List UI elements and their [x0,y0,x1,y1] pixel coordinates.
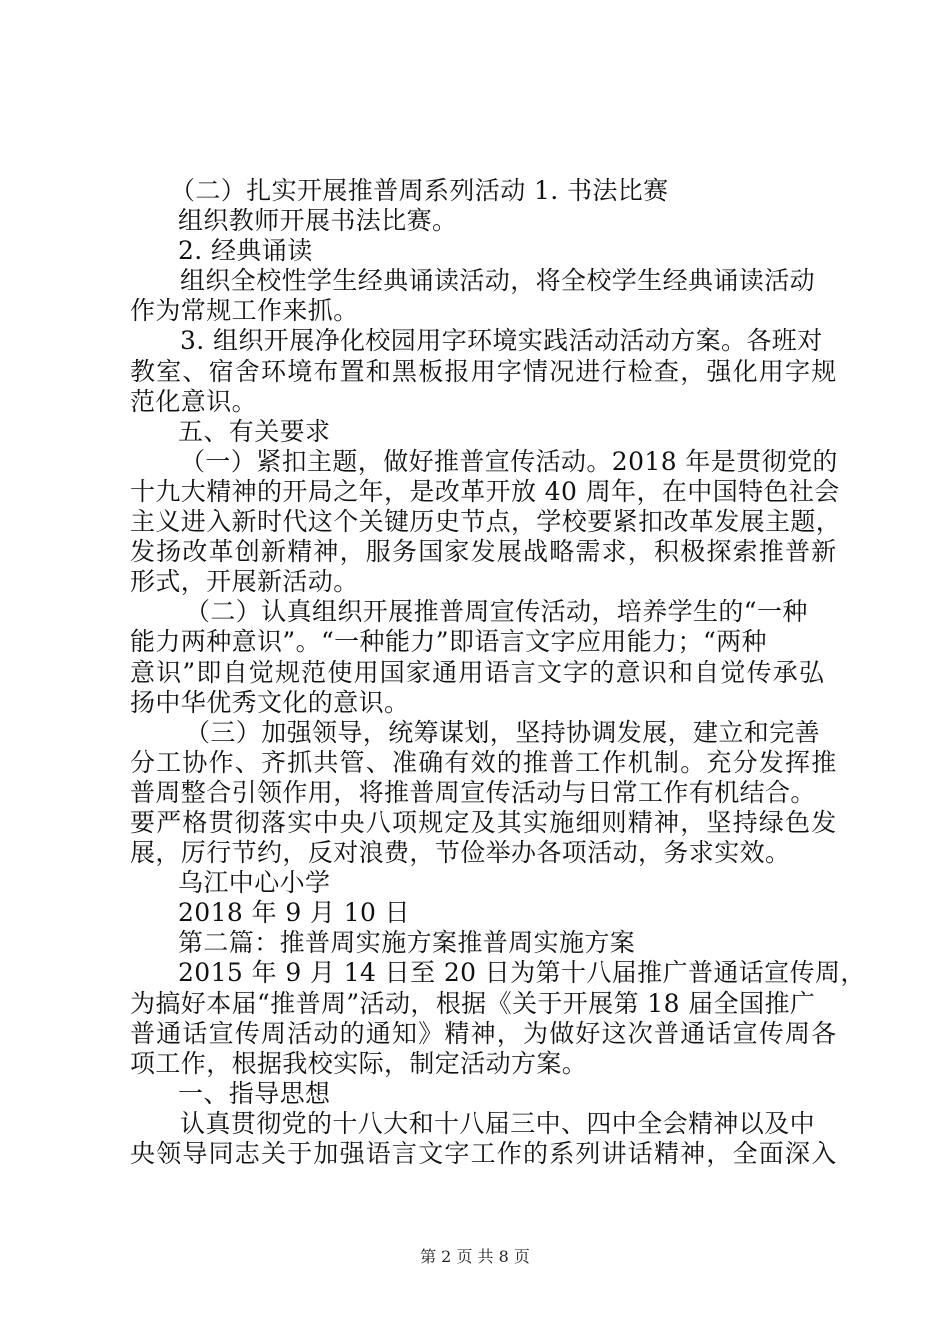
text-line: 范化意识。 [130,386,258,416]
text-line: 一、指导思想 [178,1078,331,1108]
page-number-footer: 第 2 页 共 8 页 [420,1247,530,1266]
text-line: 分工协作、齐抓共管、准确有效的推普工作机制。充分发挥推 [130,747,838,777]
text-line: 要严格贯彻落实中央八项规定及其实施细则精神，坚持绿色发 [130,807,838,837]
text-line: 扬中华优秀文化的意识。 [130,687,410,717]
text-line: 普周整合引领作用，将推普周宣传活动与日常工作有机结合。 [130,777,816,807]
text-line: 作为常规工作来抓。 [130,296,359,326]
text-line: 主义进入新时代这个关键历史节点，学校要紧扣改革发展主题， [130,507,842,537]
document-body [130,176,866,1169]
text-line: 普通话宣传周活动的通知》精神，为做好这次普通话宣传周各 [130,1018,838,1048]
text-line: 教室、宿舍环境布置和黑板报用字情况进行检查，强化用字规 [130,356,838,386]
text-line: 认真贯彻党的十八大和十八届三中、四中全会精神以及中 [180,1108,816,1138]
text-line: 十九大精神的开局之年，是改革开放 40 周年，在中国特色社会 [130,476,840,506]
text-line: 展，厉行节约，反对浪费，节俭举办各项活动，务求实效。 [130,838,791,868]
text-line: 央领导同志关于加强语言文字工作的系列讲话精神，全面深入 [130,1139,838,1168]
text-line: 2. 经典诵读 [178,236,313,266]
text-line: 为搞好本届“推普周”活动，根据《关于开展第 18 届全国推广 [130,988,816,1018]
text-line: 形式，开展新活动。 [130,567,359,597]
text-line: （一）紧扣主题，做好推普宣传活动。2018 年是贯彻党的 [180,446,838,476]
text-line: 组织教师开展书法比赛。 [178,206,458,236]
text-line: 能力两种意识”。“一种能力”即语言文字应用能力；“两种 [130,627,767,657]
text-line: 意识”即自觉规范使用国家通用语言文字的意识和自觉传承弘 [130,657,826,687]
text-line: 3. 组织开展净化校园用字环境实践活动活动方案。各班对 [180,326,823,356]
text-line: （三）加强领导，统筹谋划，坚持协调发展，建立和完善 [185,717,821,747]
text-line: 组织全校性学生经典诵读活动，将全校学生经典诵读活动 [180,266,816,296]
text-line: 乌江中心小学 [178,868,331,898]
text-line: 2015 年 9 月 14 日至 20 日为第十八届推广普通话宣传周， [178,958,866,988]
text-line: （二）认真组织开展推普周宣传活动，培养学生的“一种 [185,597,808,627]
text-line: 项工作，根据我校实际，制定活动方案。 [130,1048,588,1078]
text-line: 五、有关要求 [178,416,331,446]
text-line: 2018 年 9 月 10 日 [178,898,411,928]
text-line: 发扬改革创新精神，服务国家发展战略需求，积极探索推普新 [130,537,838,567]
text-line: 第二篇：推普周实施方案推普周实施方案 [178,928,636,958]
text-line: （二）扎实开展推普周系列活动 1. 书法比赛 [170,176,669,205]
